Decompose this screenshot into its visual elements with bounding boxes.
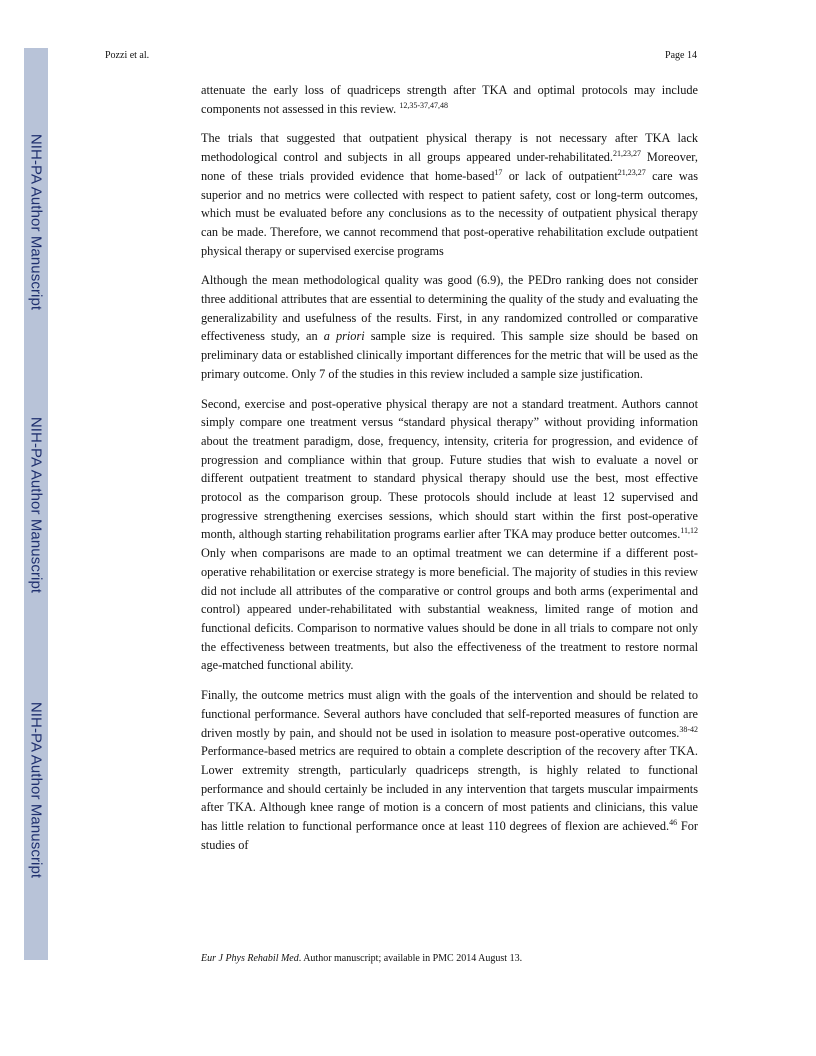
citation-ref: 12,35-37,47,48 bbox=[399, 100, 448, 110]
citation-ref: 17 bbox=[494, 167, 503, 177]
text-run: Performance-based metrics are required to obtain a complete description of the recovery after TKA. Lower extremity strength, particularly quadriceps strength, is highly related to functional performance and should certainly be included in any intervention that targets muscular impairments after TKA. Although knee range of motion is a concern of most patients and clinicians, this value has little relation to functional performance once at least 110 degrees of flexion are achieved. bbox=[201, 744, 698, 834]
text-run: or lack of outpatient bbox=[502, 168, 618, 183]
paragraph bbox=[201, 395, 698, 676]
italic-text: a priori bbox=[323, 329, 365, 344]
paragraph bbox=[201, 129, 698, 260]
paragraph bbox=[201, 686, 698, 854]
text-run: The trials that suggested that outpatient physical therapy is not necessary after TKA lack methodological control and subjects in all groups appeared under-rehabilitated. bbox=[201, 131, 698, 165]
text-run: Second, exercise and post-operative physical therapy are not a standard treatment. Authors cannot simply compare one treatment versus “standard physical therapy” without providing information about the treatment paradigm, dose, frequency, intensity, criteria for progression, and evidence of progression and compliance within that group. Future studies that wish to evaluate a novel or different outpatient treatment to standard physical therapy should use the best, most effective protocol as the comparison group. These protocols should include at least 12 supervised and progressive strengthening exercises sessions, which should start within the first post-operative month, although starting rehabilitation programs earlier after TKA may produce better outcomes. bbox=[201, 396, 698, 542]
sidebar-label-middle: NIH-PA Author Manuscript bbox=[27, 416, 45, 594]
sidebar-label-bottom: NIH-PA Author Manuscript bbox=[27, 701, 45, 879]
paragraph bbox=[201, 271, 698, 383]
text-run: sample size is required. This sample size should be based on preliminary data or established clinically important differences for the metric that will be used as the primary outcome. Only 7 of the studies in this review included a sample size justification. bbox=[201, 329, 699, 381]
citation-ref: 46 bbox=[669, 817, 678, 827]
text-run: Only when comparisons are made to an optimal treatment we can determine if a different post-operative rehabilitation or exercise strategy is more beneficial. The majority of studies in this review did not include all attributes of the comparative or control groups and both arms (experimental and control) appeared under-rehabilitated with substantial weakness, limited range of motion and functional deficits. Comparison to normative values should be done in all trials to compare not only the effectiveness between treatments, but also the effectiveness of the treatment to restore normal age-matched functional ability. bbox=[201, 546, 698, 673]
citation-ref: 11,12 bbox=[680, 526, 698, 536]
text-run: attenuate the early loss of quadriceps strength after TKA and optimal protocols may include components not assessed in this review. bbox=[201, 83, 698, 116]
paragraph bbox=[201, 81, 698, 118]
text-run: care was superior and no metrics were collected with respect to patient safety, cost or long-term outcomes, which must be evaluated before any conclusions as to the necessity of outpatient physical therapy can be made. Therefore, we cannot recommend that post-operative rehabilitation exclude outpatient physical therapy or supervised exercise programs bbox=[201, 168, 698, 258]
page-number: Page 14 bbox=[665, 50, 697, 61]
text-run: Finally, the outcome metrics must align with the goals of the intervention and should be related to functional performance. Several authors have concluded that self-reported measures of function are driven mostly by pain, and should not be used in isolation to measure post-operative outcomes. bbox=[201, 688, 698, 740]
article-body bbox=[201, 81, 698, 865]
footer bbox=[201, 953, 522, 964]
citation-ref: 21,23,27 bbox=[617, 167, 646, 177]
sidebar-label-top: NIH-PA Author Manuscript bbox=[27, 133, 45, 311]
footer-availability: . Author manuscript; available in PMC 2014 August 13. bbox=[298, 953, 523, 964]
citation-ref: 38-42 bbox=[679, 724, 698, 734]
text-run: Although the mean methodological quality was good (6.9), the PEDro ranking does not consider three additional attributes that are essential to determining the quality of the study and evaluating the generalizability and usefulness of the results. First, in any randomized controlled or comparative effectiveness study, an bbox=[201, 273, 698, 344]
text-run: Moreover, none of these trials provided evidence that home-based bbox=[201, 150, 698, 183]
citation-ref: 21,23,27 bbox=[613, 149, 642, 159]
running-header-author: Pozzi et al. bbox=[105, 50, 150, 61]
text-run: For studies of bbox=[201, 819, 698, 852]
footer-journal: Eur J Phys Rehabil Med bbox=[201, 953, 299, 964]
